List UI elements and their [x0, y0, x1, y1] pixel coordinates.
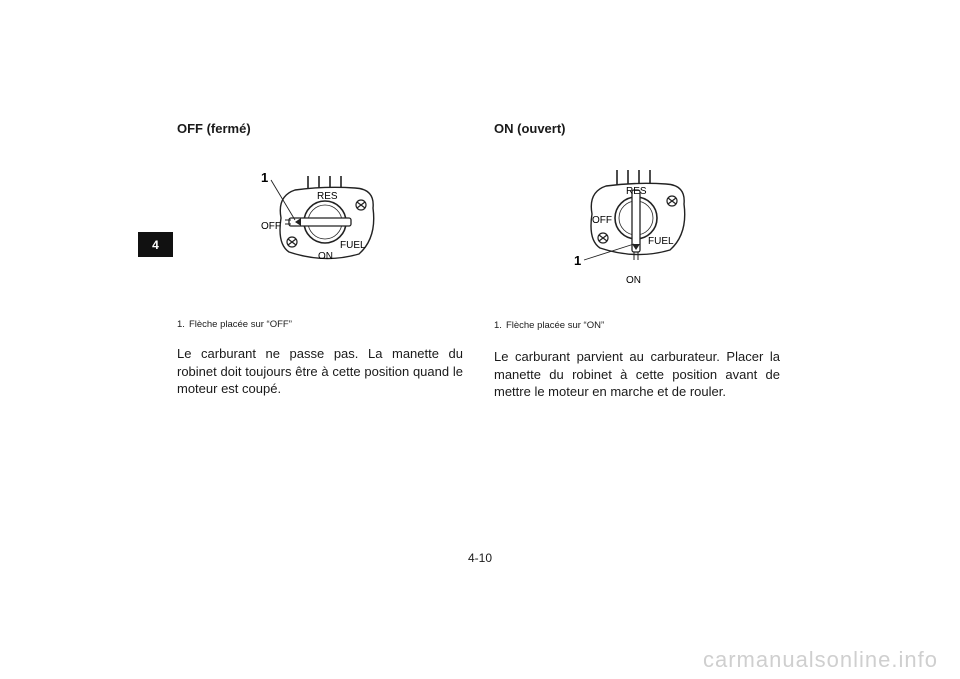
page-number: 4-10 [467, 551, 493, 565]
label-res: RES [626, 186, 647, 197]
right-figure-caption [494, 320, 604, 331]
label-on: ON [626, 275, 641, 286]
caption-text: Flèche placée sur “ON” [505, 320, 605, 331]
left-body-text: Le carburant ne passe pas. La manette du robinet doit toujours être à cette position quand le moteur est coupé. [177, 346, 463, 396]
left-figure-caption [177, 319, 292, 330]
caption-number: 1. [177, 319, 185, 330]
label-on: ON [318, 251, 333, 262]
label-fuel: FUEL [648, 236, 674, 247]
callout-number: 1 [574, 253, 582, 268]
fuel-cock-on-figure [570, 164, 780, 289]
caption-number: 1. [494, 320, 502, 331]
fuel-cock-off-figure [255, 168, 465, 268]
right-body-text: Le carburant parvient au carburateur. Placer la manette du robinet à cette position avant de mettre le moteur en marche et de rouler. [494, 349, 780, 399]
label-off: OFF [261, 221, 281, 232]
label-fuel: FUEL [340, 240, 366, 251]
caption-text: Flèche placée sur “OFF” [188, 319, 292, 330]
right-heading: ON (ouvert) [494, 121, 566, 136]
callout-number: 1 [261, 170, 269, 185]
label-off: OFF [592, 215, 612, 226]
chapter-tab: 4 [138, 232, 173, 257]
watermark: carmanualsonline.info [702, 647, 938, 672]
label-res: RES [317, 191, 338, 202]
left-heading: OFF (fermé) [177, 121, 251, 136]
